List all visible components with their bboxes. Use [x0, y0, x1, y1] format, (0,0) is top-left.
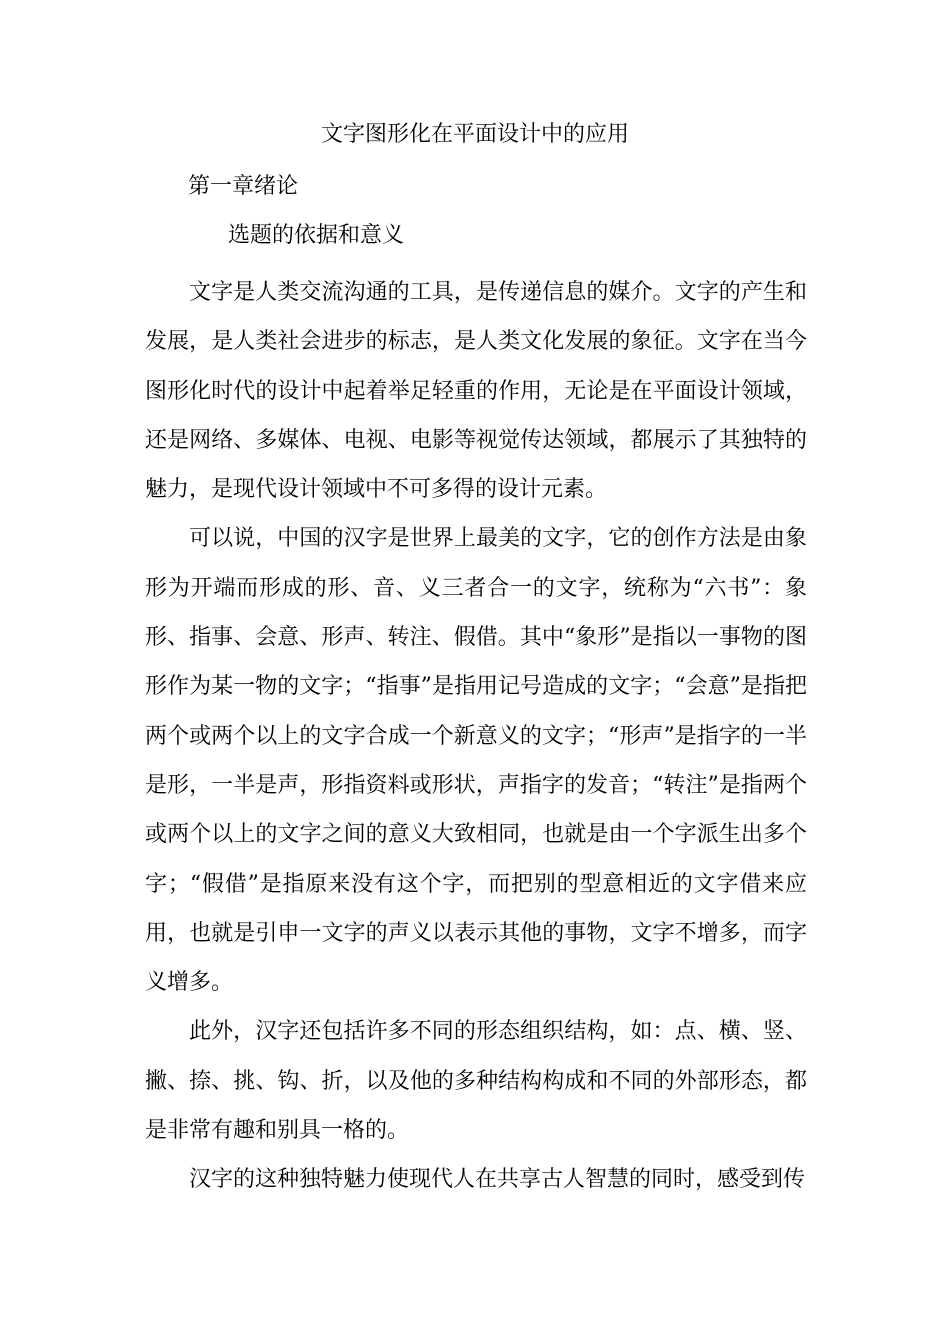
section-heading: 选题的依据和意义 — [228, 223, 405, 248]
body-text — [145, 268, 807, 1205]
paragraph-3: 此外，汉字还包括许多不同的形态组织结构，如：点、横、竖、撇、捺、挑、钩、折，以及他的多种结构构成和不同的外部形态，都是非常有趣和别具一格的。 — [145, 1019, 807, 1144]
paragraph-2: 可以说，中国的汉字是世界上最美的文字，它的创作方法是由象形为开端而形成的形、音、义三者合一的文字，统称为“六书”：象形、指事、会意、形声、转注、假借。其中“象形”是指以一事物的图形作为某一物的文字；“指事”是指用记号造成的文字；“会意”是指把两个或两个以上的文字合成一个新意义的文字；“形声”是指字的一半是形，一半是声，形指资料或形状，声指字的发音；“转注”是指两个或两个以上的文字之间的意义大致相同，也就是由一个字派生出多个字；“假借”是指原来没有这个字，而把别的型意相近的文字借来应用，也就是引申一文字的声义以表示其他的事物，文字不增多，而字义增多。 — [145, 526, 807, 996]
chapter-heading: 第一章绪论 — [188, 174, 299, 199]
paragraph-1: 文字是人类交流沟通的工具，是传递信息的媒介。文字的产生和发展，是人类社会进步的标志，是人类文化发展的象征。文字在当今图形化时代的设计中起着举足轻重的作用，无论是在平面设计领域，还是网络、多媒体、电视、电影等视觉传达领域，都展示了其独特的魅力，是现代设计领域中不可多得的设计元素。 — [145, 280, 807, 503]
paragraph-4: 汉字的这种独特魅力使现代人在共享古人智慧的同时，感受到传 — [189, 1167, 806, 1193]
document-title: 文字图形化在平面设计中的应用 — [320, 122, 629, 147]
